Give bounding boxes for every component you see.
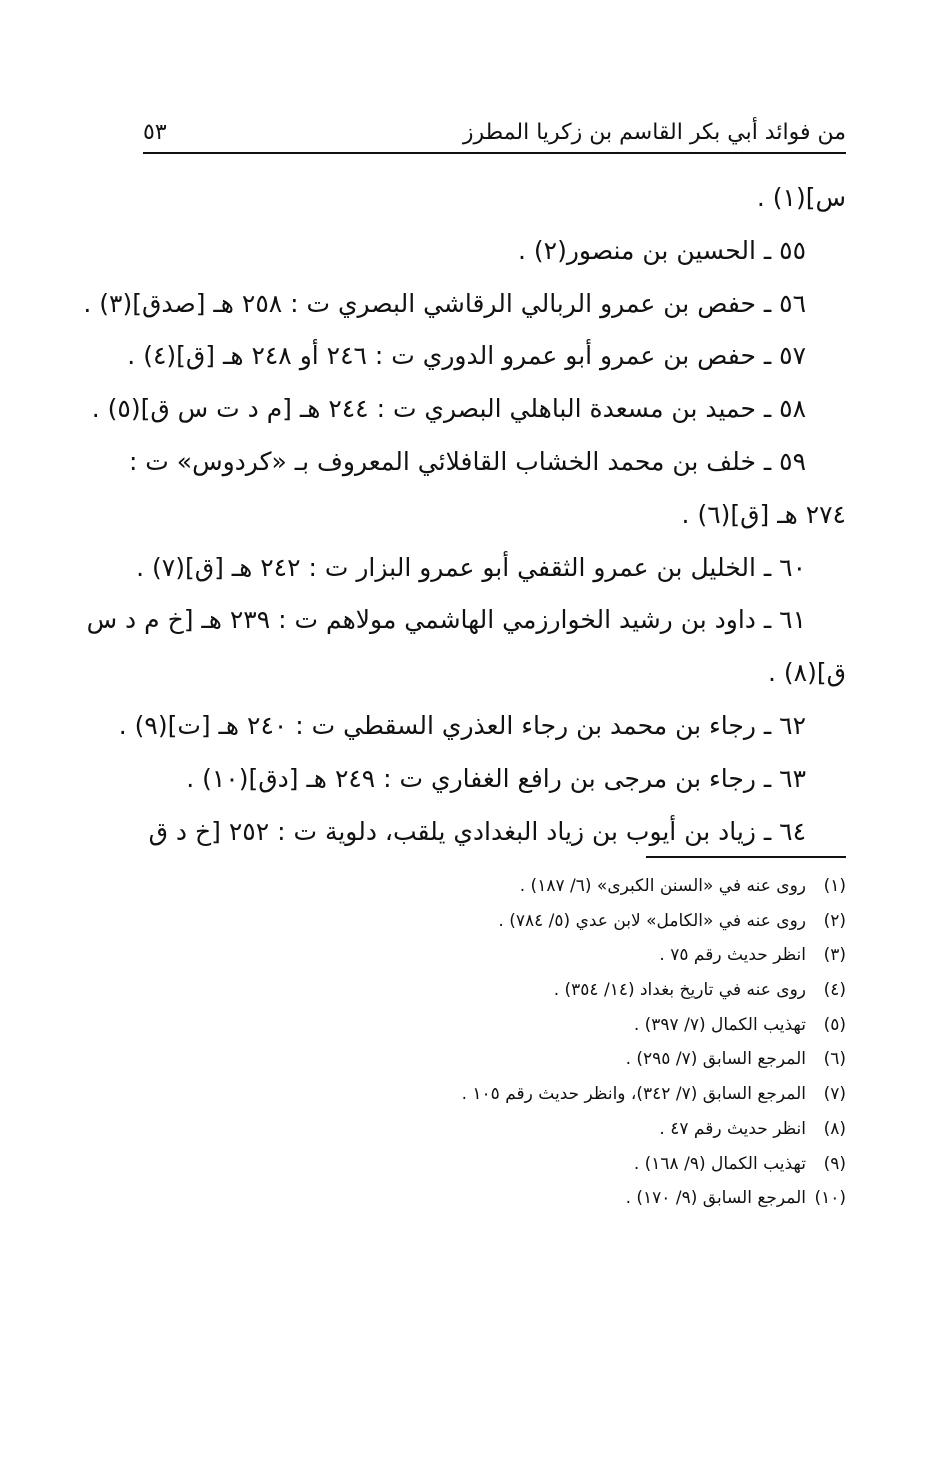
text-line: ٥٦ ـ حفص بن عمرو الربالي الرقاشي البصري ت : ٢٥٨ هـ [صدق](٣) . [83, 288, 806, 318]
footnote-text: المرجع السابق (٩/ ١٧٠) . [625, 1188, 806, 1209]
footnote-number: (٧) [823, 1084, 846, 1105]
footnote-number: (٦) [823, 1049, 846, 1070]
footnote-number: (١٠) [814, 1188, 846, 1209]
text-line: ٥٩ ـ خلف بن محمد الخشاب القافلائي المعروف بـ «كردوس» ت : [128, 446, 806, 476]
footnote [143, 1112, 846, 1147]
footnote-number: (٣) [823, 945, 846, 966]
footnotes [143, 869, 846, 1216]
footnote [143, 1008, 846, 1043]
footnote-number: (٢) [823, 910, 846, 931]
footnote [143, 869, 846, 904]
footnote-text: روى عنه في تاريخ بغداد (١٤/ ٣٥٤) . [553, 980, 806, 1001]
text-line: ٥٧ ـ حفص بن عمرو أبو عمرو الدوري ت : ٢٤٦ أو ٢٤٨ هـ [ق](٤) . [127, 341, 806, 371]
footnote-text: روى عنه في «الكامل» لابن عدي (٥/ ٧٨٤) . [498, 910, 806, 931]
footnote-number: (٤) [823, 980, 846, 1001]
footnote [143, 1077, 846, 1112]
footnote-number: (١) [823, 876, 846, 896]
main-text [83, 172, 846, 858]
text-line: ٥٨ ـ حميد بن مسعدة الباهلي البصري ت : ٢٤٤ هـ [م د ت س ق](٥) . [91, 394, 806, 424]
text-line: ٦١ ـ داود بن رشيد الخوارزمي الهاشمي مولاهم ت : ٢٣٩ هـ [خ م د س [86, 605, 806, 635]
footnote [143, 973, 846, 1008]
footnote-text: تهذيب الكمال (٧/ ٣٩٧) . [633, 1014, 806, 1035]
footnote-text: انظر حديث رقم ٤٧ . [659, 1118, 806, 1139]
footnote-text: المرجع السابق (٧/ ٣٤٢)، وانظر حديث رقم ١٠٥ . [461, 1084, 806, 1105]
footnote-number: (٩) [823, 1153, 846, 1174]
running-title: من فوائد أبي بكر القاسم بن زكريا المطرز [462, 120, 846, 145]
text-line: ٢٧٤ هـ [ق](٦) . [681, 499, 846, 529]
page-header [143, 118, 846, 154]
footnote [143, 1042, 846, 1077]
footnote-number: (٨) [823, 1118, 846, 1139]
footnote-text: روى عنه في «السنن الكبرى» (٦/ ١٨٧) . [519, 876, 806, 896]
text-line: ٦٣ ـ رجاء بن مرجى بن رافع الغفاري ت : ٢٤٩ هـ [دق](١٠) . [186, 763, 806, 793]
footnote-text: تهذيب الكمال (٩/ ١٦٨) . [633, 1153, 806, 1174]
text-line: ٥٥ ـ الحسين بن منصور(٢) . [518, 235, 806, 265]
footnote-separator [646, 856, 846, 858]
footnote-text: انظر حديث رقم ٧٥ . [659, 945, 806, 966]
footnote [143, 1181, 846, 1216]
text-line: ٦٠ ـ الخليل بن عمرو الثقفي أبو عمرو البزار ت : ٢٤٢ هـ [ق](٧) . [136, 552, 806, 582]
footnote [143, 904, 846, 939]
footnote [143, 1147, 846, 1182]
text-line: ٦٢ ـ رجاء بن محمد بن رجاء العذري السقطي ت : ٢٤٠ هـ [ت](٩) . [118, 710, 806, 740]
footnote-number: (٥) [823, 1014, 846, 1035]
page-number: ٥٣ [143, 120, 167, 145]
text-line: س](١) . [756, 183, 846, 212]
footnote [143, 938, 846, 973]
text-line: ٦٤ ـ زياد بن أيوب بن زياد البغدادي يلقب، دلوية ت : ٢٥٢ [خ د ق [148, 816, 806, 846]
footnote-text: المرجع السابق (٧/ ٢٩٥) . [625, 1049, 806, 1070]
text-line: ق](٨) . [768, 658, 846, 688]
